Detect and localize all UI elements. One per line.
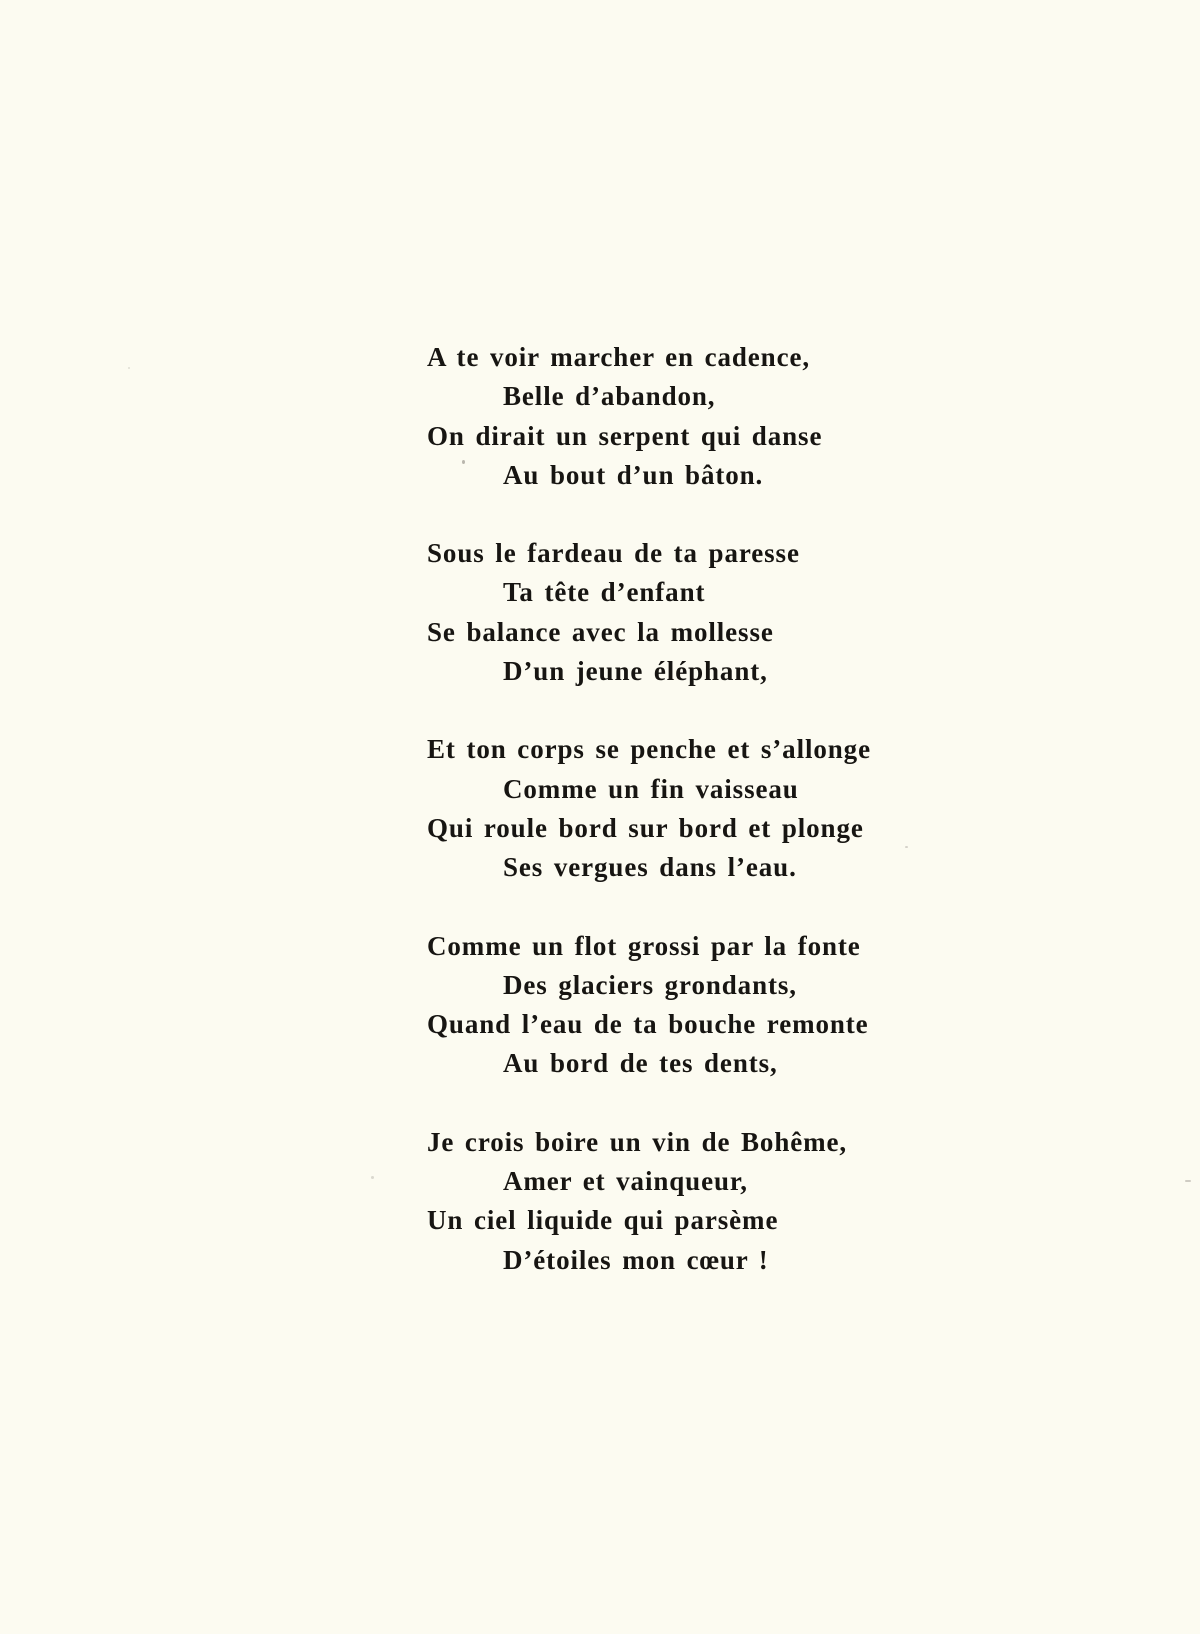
stanza-3 [427, 730, 987, 887]
verse-line: Qui roule bord sur bord et plonge [427, 812, 864, 843]
verse-line: Un ciel liquide qui parsème [427, 1205, 779, 1236]
verse-line: Se balance avec la mollesse [427, 616, 774, 647]
paper-speck [462, 460, 465, 464]
verse-line: Quand l’eau de ta bouche remonte [427, 1009, 869, 1040]
stanza-1 [427, 338, 987, 495]
poem [427, 338, 987, 1319]
paper-speck [371, 1176, 374, 1179]
paper-speck [128, 367, 130, 369]
verse-line: Au bord de tes dents, [503, 1048, 778, 1079]
verse-line: D’étoiles mon cœur ! [503, 1244, 769, 1275]
verse-line: On dirait un serpent qui danse [427, 420, 823, 451]
verse-line: Au bout d’un bâton. [503, 459, 764, 490]
stanza-2 [427, 534, 987, 691]
stanza-5 [427, 1123, 987, 1280]
verse-line: Sous le fardeau de ta paresse [427, 538, 800, 569]
paper-speck [905, 846, 908, 848]
verse-line: Je crois boire un vin de Bohême, [427, 1126, 848, 1157]
verse-line: D’un jeune éléphant, [503, 656, 768, 687]
verse-line: Ta tête d’enfant [503, 577, 706, 608]
verse-line: Et ton corps se penche et s’allonge [427, 734, 871, 765]
verse-line: A te voir marcher en cadence, [427, 342, 811, 372]
verse-line: Amer et vainqueur, [503, 1166, 748, 1197]
verse-line: Comme un fin vaisseau [503, 773, 799, 804]
paper-speck [1185, 1180, 1191, 1182]
stanza-4 [427, 927, 987, 1084]
verse-line: Belle d’abandon, [503, 381, 716, 412]
verse-line: Des glaciers grondants, [503, 969, 797, 1000]
verse-line: Ses vergues dans l’eau. [503, 852, 797, 883]
verse-line: Comme un flot grossi par la fonte [427, 930, 861, 961]
